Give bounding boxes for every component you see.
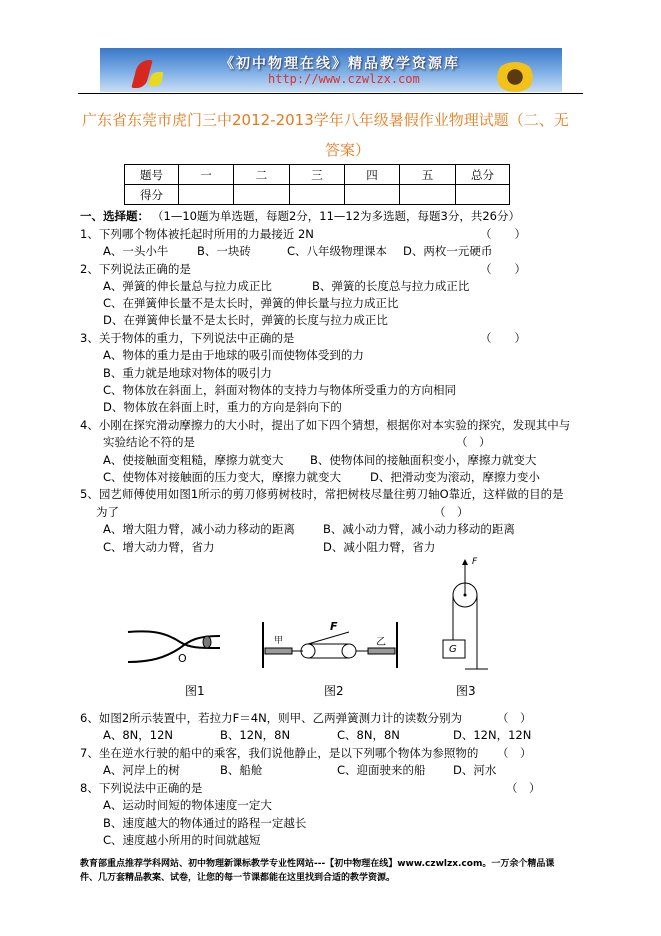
option: A、弹簧的伸长量总与拉力成正比 — [103, 279, 272, 293]
section-title: 一、选择题： — [80, 209, 149, 223]
option: D、物体放在斜面上时，重力的方向是斜向下的 — [103, 400, 342, 414]
table-header: 二 — [234, 165, 290, 185]
footer-line2: 件、几万套精品教案、试卷，让您的每一节课都能在这里找到合适的教学资源。 — [80, 873, 396, 883]
option: B、重力就是地球对物体的吸引力 — [103, 366, 272, 380]
option: A、使接触面变粗糙，摩擦力就变大 — [103, 453, 284, 467]
table-header: 四 — [345, 165, 400, 185]
site-banner[interactable] — [100, 48, 562, 92]
score-cell[interactable] — [400, 185, 456, 205]
answer-blank[interactable]: （ ） — [506, 781, 541, 795]
option: B、减小动力臂，减小动力移动的距离 — [323, 522, 515, 536]
option: B、12N，8N — [220, 728, 291, 742]
score-cell[interactable] — [290, 185, 345, 205]
sunflower-image — [495, 62, 535, 92]
option: C、速度越小所用的时间就越短 — [103, 833, 261, 847]
answer-blank[interactable]: （ ） — [480, 227, 526, 241]
score-cell[interactable] — [456, 185, 510, 205]
option: D、减小阻力臂，省力 — [323, 540, 436, 554]
figure-3-pulley — [440, 555, 500, 675]
option: D、把滑动变为滚动，摩擦力变小 — [370, 470, 540, 484]
logo-icon-accent — [148, 72, 164, 86]
option: B、使物体间的接触面积变小，摩擦力就变大 — [310, 453, 537, 467]
option: C、在弹簧伸长量不是太长时，弹簧的伸长量与拉力成正比 — [103, 296, 399, 310]
figure-2-caption: 图2 — [324, 684, 344, 698]
score-cell[interactable] — [179, 185, 234, 205]
answer-blank[interactable]: （ ） — [434, 505, 469, 519]
option: A、增大阻力臂，减小动力移动的距离 — [103, 522, 295, 536]
question-stem: 7、坐在逆水行驶的船中的乘客，我们说他静止，是以下列哪个物体为参照物的 — [80, 746, 479, 760]
score-cell[interactable] — [345, 185, 400, 205]
table-header: 五 — [400, 165, 456, 185]
banner-title: 《初中物理在线》精品教学资源库 — [220, 56, 460, 72]
option: C、增大动力臂，省力 — [103, 540, 215, 554]
table-header: 三 — [290, 165, 345, 185]
header-rule — [78, 93, 583, 94]
answer-blank[interactable]: （ ） — [480, 331, 526, 345]
answer-blank[interactable]: （ ） — [480, 262, 526, 276]
table-header: 总分 — [456, 165, 510, 185]
table-header: 题号 — [125, 165, 179, 185]
option: A、8N，12N — [103, 728, 174, 742]
question-stem: 8、下列说法中正确的是 — [80, 781, 203, 795]
table-row-label: 得分 — [125, 185, 179, 205]
footer-line1: 教育部重点推荐学科网站、初中物理新课标教学专业性网站---【初中物理在线】www.czwlzx.com。一万余个精品课 — [80, 859, 555, 869]
question-stem: 2、下列说法正确的是 — [80, 262, 191, 276]
option: B、弹簧的长度总与拉力成正比 — [312, 279, 470, 293]
option: D、12N，12N — [453, 728, 532, 742]
force-label: F — [330, 620, 338, 633]
option: C、使物体对接触面的压力变大，摩擦力就变大 — [103, 470, 342, 484]
option: B、速度越大的物体通过的路程一定越长 — [103, 816, 307, 830]
figure-1-caption: 图1 — [185, 684, 205, 698]
answer-blank[interactable]: （ ） — [497, 746, 532, 760]
option: C、迎面驶来的船 — [337, 763, 426, 777]
question-stem: 6、如图2所示装置中，若拉力F＝4N，则甲、乙两弹簧测力计的读数分别为 — [80, 711, 463, 725]
answer-blank[interactable]: （ ） — [456, 435, 491, 449]
spring-jia-label: 甲 — [274, 636, 284, 646]
option: A、一头小牛 — [103, 244, 169, 258]
section-note: （1—10题为单选题，每题2分，11—12为多选题，每题3分，共26分） — [152, 209, 520, 223]
doc-title-line1: 广东省东莞市虎门三中2012-2013学年八年级暑假作业物理试题（二、无 — [82, 111, 569, 129]
figure-3-caption: 图3 — [456, 684, 476, 698]
pivot-label: O — [178, 652, 187, 665]
question-stem: 5、园艺师傅使用如图1所示的剪刀修剪树枝时，常把树枝尽量往剪刀轴O靠近，这样做的目的是 — [80, 487, 564, 501]
table-header: 一 — [179, 165, 234, 185]
question-stem: 1、下列哪个物体被托起时所用的力最接近 2N — [80, 227, 314, 241]
answer-blank[interactable]: （ ） — [497, 711, 532, 725]
option: A、河岸上的树 — [103, 763, 180, 777]
option: C、物体放在斜面上，斜面对物体的支持力与物体所受重力的方向相同 — [103, 383, 457, 397]
option: D、河水 — [453, 763, 497, 777]
banner-url[interactable]: http://www.czwlzx.com — [268, 72, 420, 86]
option: A、运动时间短的物体速度一定大 — [103, 798, 272, 812]
question-stem: 为了 — [96, 505, 119, 519]
weight-label: G — [449, 644, 457, 655]
figure-1-scissors — [120, 620, 220, 670]
question-stem: 4、小刚在探究滑动摩擦力的大小时，提出了如下四个猜想，根据你对本实验的探究，发现其中与 — [80, 418, 571, 432]
option: B、船舱 — [220, 763, 263, 777]
question-stem: 3、关于物体的重力，下列说法中正确的是 — [80, 331, 295, 345]
option: A、物体的重力是由于地球的吸引而使物体受到的力 — [103, 348, 364, 362]
option: D、两枚一元硬币 — [403, 244, 493, 258]
option: C、8N，8N — [337, 728, 400, 742]
question-stem: 实验结论不符的是 — [103, 435, 195, 449]
spring-yi-label: 乙 — [376, 637, 386, 648]
score-table — [124, 164, 510, 205]
option: C、八年级物理课本 — [287, 244, 388, 258]
option: B、一块砖 — [197, 244, 251, 258]
table-row — [125, 185, 510, 205]
score-cell[interactable] — [234, 185, 290, 205]
force-label-fig3: F — [472, 557, 478, 567]
table-row — [125, 165, 510, 185]
option: D、在弹簧伸长量不是太长时，弹簧的长度与拉力成正比 — [103, 313, 388, 327]
doc-title-line2: 答案） — [325, 141, 371, 159]
